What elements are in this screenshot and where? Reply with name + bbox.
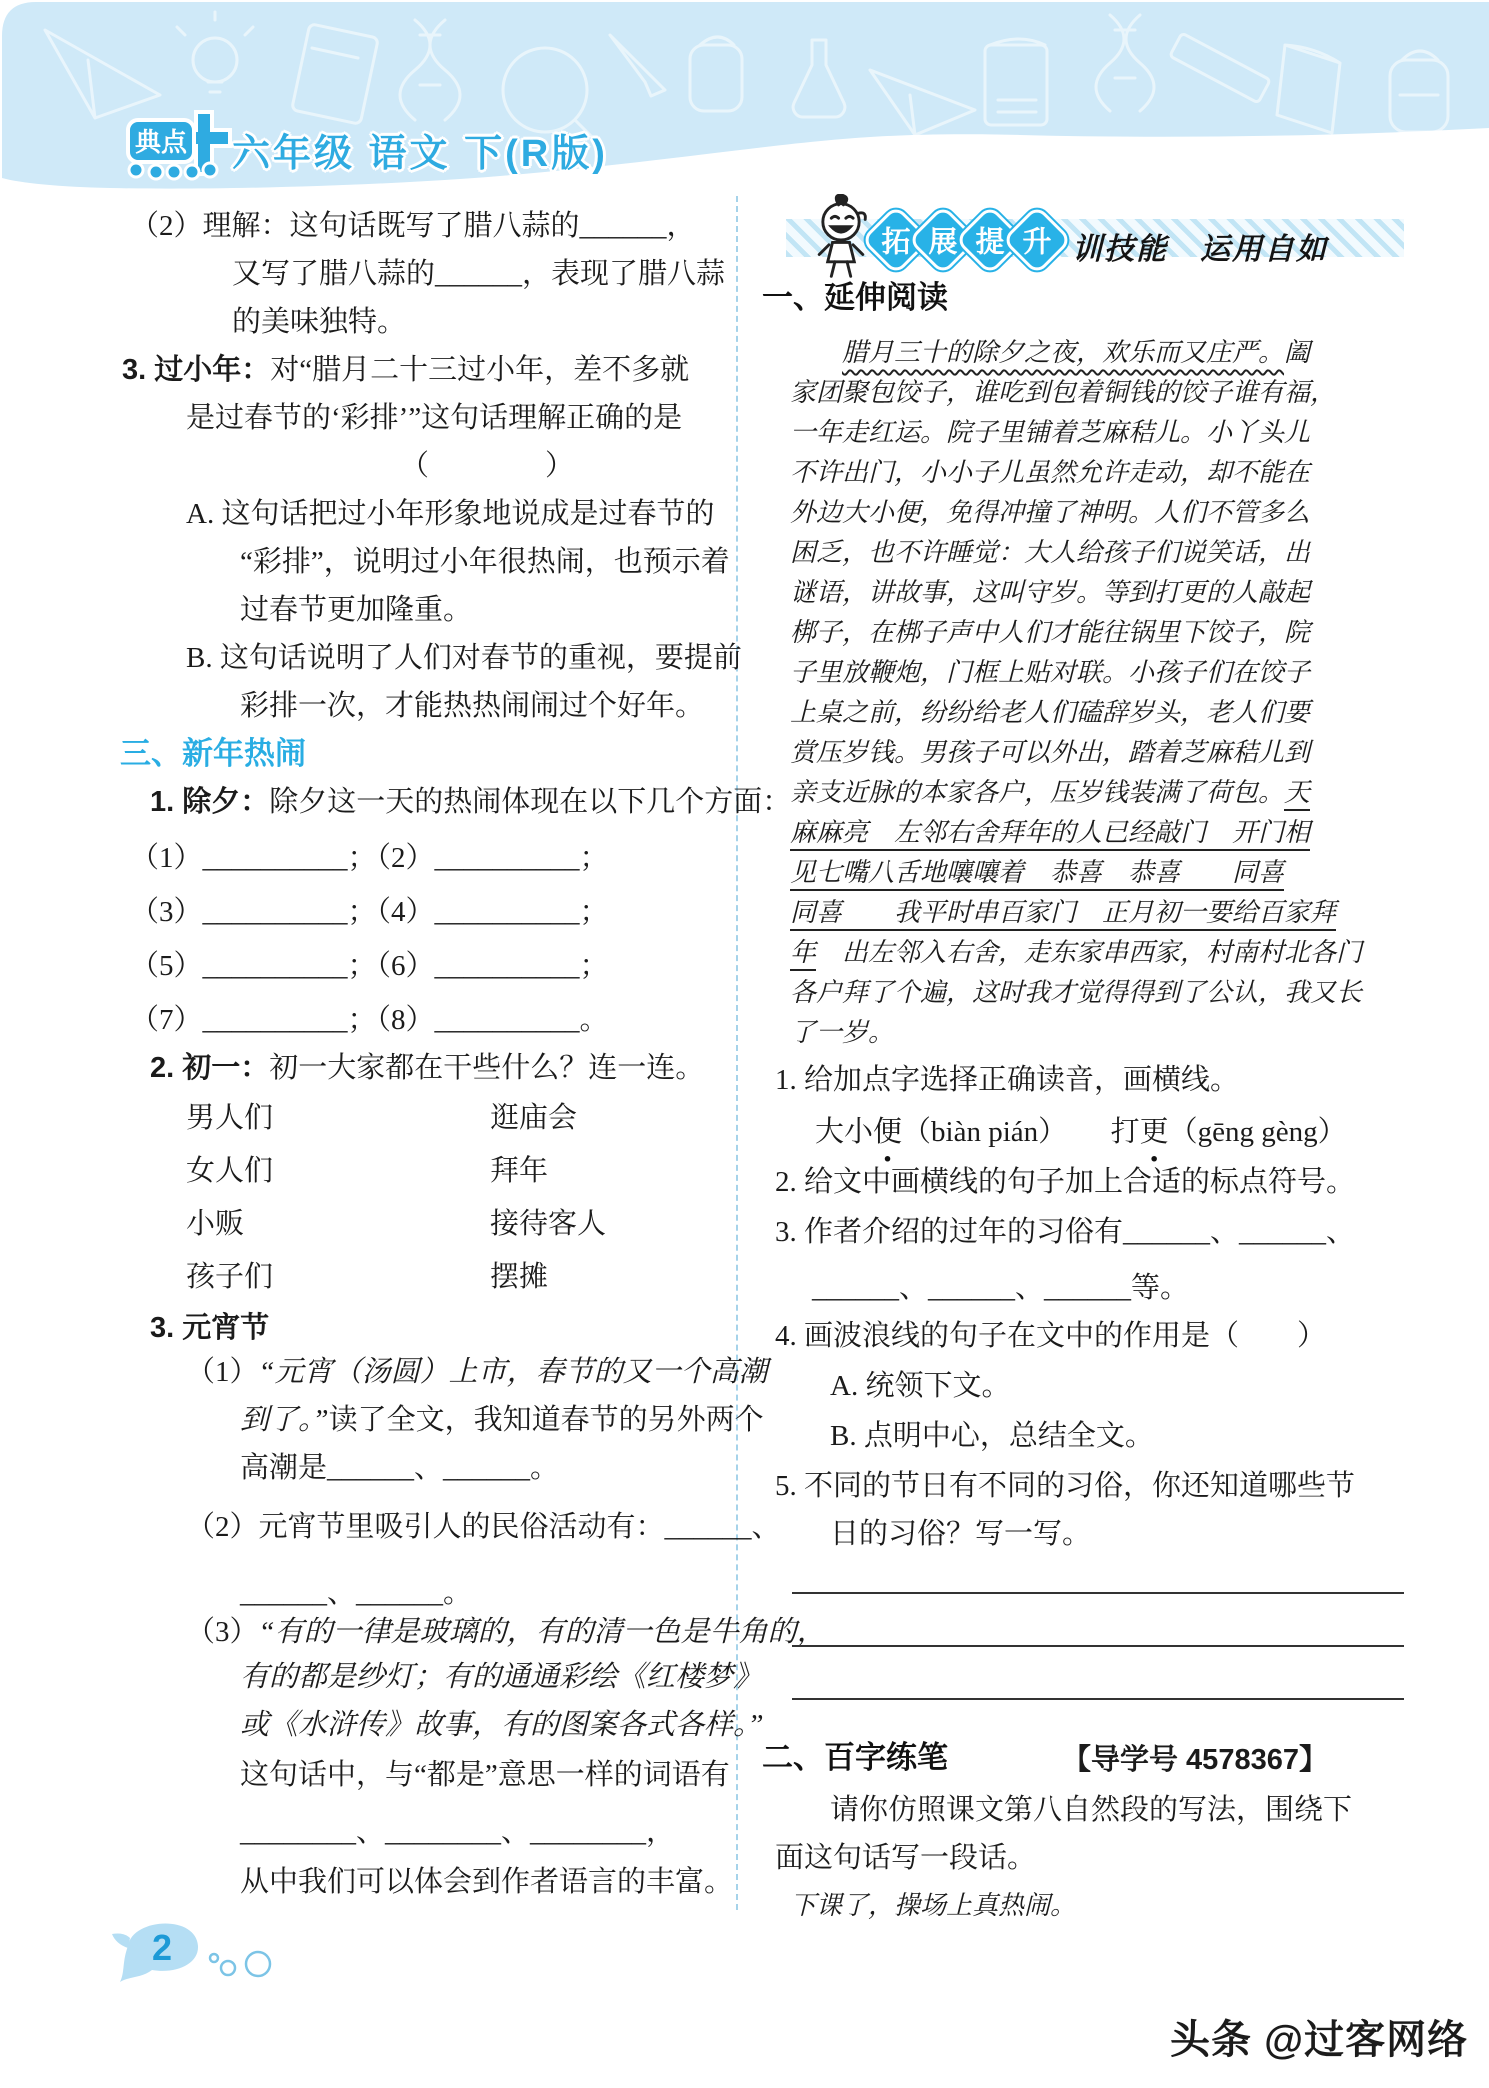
text-span: 更 (1139, 1116, 1169, 1148)
text-line (775, 1838, 1036, 1878)
banner-tagline: 训技能 运用自如 (1072, 233, 1328, 266)
text-span: 家团聚包饺子，谁吃到包着铜钱的饺子谁有福， (790, 378, 1337, 407)
text-span: （gēng gèng） (1168, 1116, 1347, 1148)
text-line (150, 1048, 704, 1088)
text-line (490, 1257, 548, 1297)
text-line (790, 493, 1310, 533)
text-span: 出左邻入右舍，走东家串西家，村南村北各门 (816, 938, 1363, 967)
text-span: 下课了，操场上真热闹。 (790, 1891, 1077, 1920)
text-line (812, 1268, 1189, 1308)
text-line (790, 1886, 1076, 1926)
text-line (240, 1573, 472, 1613)
text-span: 3. 作者介绍的过年的习俗有______、______、 (775, 1216, 1356, 1248)
text-line (150, 1308, 269, 1348)
watermark: 头条 @过客网络 (1170, 2018, 1469, 2062)
text-span: 有的都是纱灯；有的通通彩绘《红楼梦》 (240, 1661, 763, 1693)
svg-text:典点: 典点 (134, 127, 188, 157)
text-line (130, 838, 609, 878)
text-span: （3） (186, 1616, 259, 1648)
text-span: 这句话中，与“都是”意思一样的词语有 (240, 1759, 730, 1791)
text-line (1062, 1740, 1328, 1780)
text-span: 子里放鞭炮，门框上贴对联。小孩子们在饺子 (790, 658, 1311, 687)
text-line (830, 1514, 1091, 1554)
text-span: 请你仿照课文第八自然段的写法，围绕下 (830, 1794, 1353, 1826)
text-span: “元宵（汤圆）上市，春节的又一个高潮 (258, 1356, 768, 1388)
text-line (186, 494, 714, 534)
text-span: 阖 (1284, 338, 1311, 367)
text-line (240, 542, 730, 582)
text-span: 男人们 (186, 1102, 274, 1134)
text-span: 外边大小便，免得冲撞了神明。人们不管多么 (790, 498, 1311, 527)
text-span: 3. (150, 1312, 183, 1344)
banner-badge-char: 展 (928, 226, 958, 259)
text-line (775, 1466, 1355, 1506)
text-span: 的美味独特。 (232, 306, 407, 338)
text-line (240, 1400, 764, 1440)
text-span: ______、______、______等。 (812, 1272, 1190, 1304)
text-span: 小贩 (186, 1208, 245, 1240)
column-divider (736, 196, 738, 1910)
text-span: “有的一律是玻璃的，有的清一色是牛角的， (258, 1616, 826, 1648)
text-span: 了一岁。 (790, 1018, 895, 1047)
text-span: 亲支近脉的本家各户，压岁钱装满了荷包。 (790, 778, 1285, 807)
page-title: 六年级 语文 下(R版) (232, 133, 608, 175)
text-span: 面这句话写一段话。 (775, 1842, 1037, 1874)
text-line (490, 1204, 606, 1244)
text-line (830, 1790, 1352, 1830)
band-shape (2, 2, 1489, 189)
answer-blank-line (792, 1592, 1404, 1594)
text-span: 又写了腊八蒜的______，表现了腊八蒜 (232, 258, 726, 290)
text-span: 谜语，讲故事，这叫守岁。等到打更的人敲起 (790, 578, 1311, 607)
text-line (120, 734, 306, 774)
text-line (790, 1013, 894, 1053)
text-line (186, 398, 682, 438)
text-line (775, 1212, 1355, 1252)
text-span: （3）__________；（4）__________； (130, 896, 609, 928)
text-line (400, 446, 574, 486)
text-line (240, 1657, 762, 1697)
text-line (240, 686, 704, 726)
text-span: 一、延伸阅读 (762, 280, 948, 315)
text-span: 便 (873, 1116, 903, 1148)
text-line (790, 973, 1362, 1013)
text-span: 高潮是______、______。 (240, 1452, 560, 1484)
text-line (775, 1060, 1239, 1100)
text-span: 初一： (182, 1052, 270, 1084)
underlined-text: 天 (1284, 778, 1310, 811)
text-line (490, 1098, 577, 1138)
text-span: 过小年： (154, 354, 271, 386)
text-line (790, 853, 1284, 893)
text-line (790, 413, 1310, 453)
text-line (790, 573, 1310, 613)
text-span: 接待客人 (490, 1208, 607, 1240)
text-span: 孩子们 (186, 1261, 274, 1293)
underlined-text: 年 (790, 938, 816, 971)
text-span: ________、________、________， (240, 1816, 676, 1848)
text-span: 二、百字练笔 (762, 1740, 948, 1775)
text-span: 一年走红运。院子里铺着芝麻秸儿。小丫头儿 (790, 418, 1311, 447)
text-span: 3. (122, 354, 155, 386)
text-span: ______、______。 (240, 1577, 473, 1609)
header-band (0, 0, 1489, 200)
text-span: 逛庙会 (490, 1102, 578, 1134)
text-span: 拜年 (490, 1155, 549, 1187)
text-span: 除夕这一天的热闹体现在以下几个方面： (269, 786, 792, 818)
text-line (775, 1162, 1355, 1202)
text-span: A. 这句话把过小年形象地说成是过春节的 (186, 498, 715, 530)
text-line (186, 638, 742, 678)
text-span: 各户拜了个遍，这时我才觉得得到了公认，我又长 (790, 978, 1363, 1007)
text-span: （5）__________；（6）__________； (130, 950, 609, 982)
text-span: 读了全文，我知道春节的另外两个 (328, 1404, 764, 1436)
text-span: B. 点明中心，总结全文。 (830, 1420, 1154, 1452)
text-line (186, 1612, 826, 1652)
text-line (186, 1204, 244, 1244)
answer-blank-line (792, 1645, 1404, 1647)
text-line (815, 1112, 1347, 1152)
banner-badge-char: 拓 (881, 226, 911, 259)
banner-badge-char: 升 (1022, 226, 1052, 259)
text-span: 【导学号 4578367】 (1062, 1744, 1328, 1776)
text-line (130, 946, 609, 986)
text-span: 对“腊月二十三过小年，差不多就 (270, 354, 690, 386)
text-line (842, 333, 1310, 373)
text-span: （ ） (400, 450, 575, 482)
text-line (790, 813, 1310, 853)
text-line (775, 1316, 1326, 1356)
text-line (790, 653, 1310, 693)
text-span: 赏压岁钱。男孩子可以外出，踏着芝麻秸儿到 (790, 738, 1311, 767)
text-line (240, 1755, 730, 1795)
text-span: 不许出门，小小子儿虽然允许走动，却不能在 (790, 458, 1311, 487)
text-span: （1）__________；（2）__________； (130, 842, 609, 874)
wavy-underlined-text: 腊月三十的除夕之夜，欢乐而又庄严。 (842, 338, 1285, 367)
text-span: 梆子，在梆子声中人们才能往锅里下饺子，院 (790, 618, 1311, 647)
text-line (790, 453, 1310, 493)
text-span: （2）元宵节里吸引人的民俗活动有：______、 (186, 1511, 781, 1543)
text-line (790, 533, 1310, 573)
text-line (186, 1257, 273, 1297)
text-line (830, 1416, 1154, 1456)
text-line (130, 1000, 609, 1040)
text-span: 2. 给文中画横线的句子加上合适的标点符号。 (775, 1166, 1356, 1198)
text-line (240, 1705, 764, 1745)
underlined-text: 同喜 我平时串百家门 正月初一要给百家拜 (790, 898, 1336, 931)
text-span: 大小 (815, 1116, 874, 1148)
text-line (790, 693, 1310, 733)
text-span: 过春节更加隆重。 (240, 594, 473, 626)
page-number-whale (98, 1906, 288, 1996)
text-span: 从中我们可以体会到作者语言的丰富。 (240, 1866, 734, 1898)
text-line (122, 350, 689, 390)
text-span: （1） (186, 1356, 259, 1388)
text-span: 到了。” (240, 1404, 329, 1436)
text-span: B. 这句话说明了人们对春节的重视，要提前 (186, 642, 742, 674)
underlined-text: 麻麻亮 左邻右舍拜年的人已经敲门 开门相 (790, 818, 1310, 851)
text-span: 是过春节的‘彩排’”这句话理解正确的是 (186, 402, 683, 434)
text-line (150, 782, 791, 822)
text-span: A. 统领下文。 (830, 1370, 1011, 1402)
text-line (186, 1352, 768, 1392)
text-line (790, 733, 1310, 773)
text-line (490, 1151, 548, 1191)
text-line (186, 1098, 273, 1138)
text-span: 4. 画波浪线的句子在文中的作用是（ ） (775, 1320, 1327, 1352)
text-line (790, 613, 1310, 653)
text-line (790, 773, 1310, 813)
text-span: 1. (150, 786, 183, 818)
text-line (186, 1507, 781, 1547)
text-span: 三、新年热闹 (120, 736, 306, 771)
text-span: 除夕： (182, 786, 270, 818)
banner-badge (1002, 205, 1073, 276)
text-span: 摆摊 (490, 1261, 549, 1293)
text-span: 元宵节 (182, 1312, 270, 1344)
text-line (232, 254, 725, 294)
text-line (762, 278, 948, 318)
text-line (130, 206, 696, 246)
text-line (232, 302, 406, 342)
text-span: （7）__________；（8）__________。 (130, 1004, 609, 1036)
text-line (790, 893, 1336, 933)
text-span: “彩排”，说明过小年很热闹，也预示着 (240, 546, 730, 578)
text-line (130, 892, 609, 932)
banner-badge-char: 提 (975, 226, 1005, 259)
answer-blank-line (792, 1698, 1404, 1700)
text-line (240, 590, 472, 630)
text-span: 彩排一次，才能热热闹闹过个好年。 (240, 690, 705, 722)
text-span: 日的习俗？写一写。 (830, 1518, 1092, 1550)
text-line (240, 1862, 733, 1902)
text-line (186, 1151, 273, 1191)
text-span: 或《水浒传》故事，有的图案各式各样。” (240, 1709, 764, 1741)
text-line (762, 1738, 948, 1778)
text-span: 上桌之前，纷纷给老人们磕辞岁头，老人们要 (790, 698, 1311, 727)
underlined-text: 见七嘴八舌地嚷嚷着 恭喜 恭喜 同喜 (790, 858, 1284, 891)
text-span: 2. (150, 1052, 183, 1084)
text-span: 1. 给加点字选择正确读音，画横线。 (775, 1064, 1240, 1096)
text-span: （2）理解：这句话既写了腊八蒜的______， (130, 210, 696, 242)
text-span: 女人们 (186, 1155, 274, 1187)
text-line (790, 933, 1362, 973)
text-line (790, 373, 1336, 413)
text-line (830, 1366, 1010, 1406)
text-span: 5. 不同的节日有不同的习俗，你还知道哪些节 (775, 1470, 1356, 1502)
text-line (240, 1812, 675, 1852)
text-span: 困乏，也不许睡觉：大人给孩子们说笑话，出 (790, 538, 1311, 567)
text-span: 初一大家都在干些什么？连一连。 (269, 1052, 705, 1084)
svg-text:2: 2 (151, 1927, 173, 1968)
text-line (240, 1448, 559, 1488)
text-span: （biàn pián） 打 (902, 1116, 1140, 1148)
